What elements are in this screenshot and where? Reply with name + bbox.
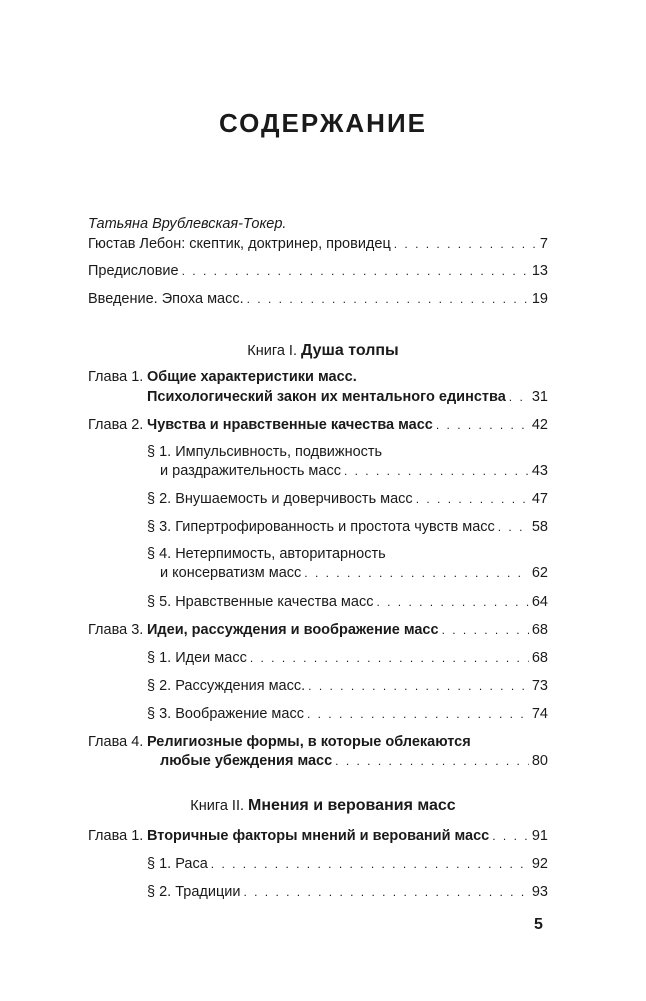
toc-entry-essay[interactable] [88, 235, 548, 253]
leader-dots [307, 705, 529, 723]
leader-dots [498, 518, 529, 536]
section-title-line2: и консерватизм масс [160, 565, 302, 581]
toc-entry-page: 42 [531, 417, 548, 433]
toc-entry-b1-ch3-s1[interactable] [147, 649, 548, 667]
section-title-line1[interactable]: § 1. Импульсивность, подвижность [147, 444, 383, 460]
toc-entry-page: 73 [531, 678, 548, 694]
leader-dots [442, 621, 529, 639]
leader-dots [492, 827, 529, 845]
chapter-label: Глава 4. [88, 734, 144, 750]
section-title: § 5. Нравственные качества масс [147, 594, 374, 610]
chapter-title-line2: любые убеждения масс [160, 753, 333, 769]
leader-dots [304, 564, 529, 582]
book-name: Мнения и верования масс [248, 797, 456, 814]
chapter-title: Чувства и нравственные качества масс [147, 417, 433, 433]
toc-entry-b2-ch1-s1[interactable] [147, 855, 548, 873]
toc-entry-page: 93 [531, 884, 548, 900]
leader-dots [250, 649, 529, 667]
chapter-label: Глава 3. [88, 622, 144, 638]
leader-dots [247, 290, 529, 308]
toc-entry-page: 7 [539, 236, 548, 252]
book-name: Душа толпы [301, 342, 399, 359]
chapter-label: Глава 1. [88, 369, 144, 385]
leader-dots [436, 416, 529, 434]
leader-dots [416, 490, 529, 508]
toc-entry-title: Введение. Эпоха масс. [88, 291, 244, 307]
toc-entry-title: Предисловие [88, 263, 179, 279]
toc-entry-page: 92 [531, 856, 548, 872]
toc-entry-page: 68 [531, 650, 548, 666]
toc-entry-page: 62 [531, 565, 548, 581]
section-title: § 2. Рассуждения масс. [147, 678, 306, 694]
leader-dots [211, 855, 529, 873]
intro-author: Татьяна Врублевская-Токер. [88, 216, 287, 232]
section-title-line2: и раздражительность масс [160, 463, 341, 479]
toc-entry-b1-ch2-s2[interactable] [147, 490, 548, 508]
toc-entry-b1-ch2-s1[interactable] [160, 462, 548, 480]
toc-entry-title: Гюстав Лебон: скептик, доктринер, провидец [88, 236, 391, 252]
toc-entry-b2-ch1[interactable] [147, 827, 548, 845]
section-title: § 3. Воображение масс [147, 706, 304, 722]
page-title: СОДЕРЖАНИЕ [219, 108, 427, 138]
section-title: § 2. Внушаемость и доверчивость масс [147, 491, 413, 507]
leader-dots [344, 462, 529, 480]
toc-entry-page: 74 [531, 706, 548, 722]
chapter-title-line2: Психологический закон их ментального единства [147, 389, 506, 405]
toc-entry-b1-ch1[interactable] [147, 388, 548, 406]
section-title: § 1. Раса [147, 856, 208, 872]
toc-entry-b1-ch4[interactable] [160, 752, 548, 770]
toc-entry-page: 91 [531, 828, 548, 844]
leader-dots [335, 752, 529, 770]
chapter-label: Глава 1. [88, 828, 144, 844]
toc-entry-page: 68 [531, 622, 548, 638]
toc-entry-page: 43 [531, 463, 548, 479]
leader-dots [376, 593, 528, 611]
toc-entry-page: 58 [531, 519, 548, 535]
chapter-title-line1[interactable]: Религиозные формы, в которые облекаются [147, 734, 471, 750]
toc-entry-page: 80 [531, 753, 548, 769]
toc-entry-b1-ch3[interactable] [147, 621, 548, 639]
toc-entry-introduction[interactable] [88, 290, 548, 308]
chapter-title-line1[interactable]: Общие характеристики масс. [147, 369, 357, 385]
toc-entry-b1-ch3-s3[interactable] [147, 705, 548, 723]
toc-entry-preface[interactable] [88, 262, 548, 280]
toc-entry-page: 19 [531, 291, 548, 307]
leader-dots [394, 235, 537, 253]
book-heading-1 [0, 341, 646, 361]
toc-entry-page: 64 [531, 594, 548, 610]
toc-entry-b1-ch2-s4[interactable] [160, 564, 548, 582]
section-title: § 3. Гипертрофированность и простота чувств масс [147, 519, 495, 535]
toc-entry-b1-ch3-s2[interactable] [147, 677, 548, 695]
toc-entry-page: 31 [531, 389, 548, 405]
chapter-label: Глава 2. [88, 417, 144, 433]
toc-entry-b2-ch1-s2[interactable] [147, 883, 548, 901]
chapter-title: Вторичные факторы мнений и верований масс [147, 828, 490, 844]
book-prefix: Книга I. [247, 343, 297, 359]
section-title: § 1. Идеи масс [147, 650, 247, 666]
toc-entry-b1-ch2[interactable] [147, 416, 548, 434]
section-title-line1[interactable]: § 4. Нетерпимость, авторитарность [147, 546, 386, 562]
chapter-title: Идеи, рассуждения и воображение масс [147, 622, 439, 638]
leader-dots [243, 883, 528, 901]
toc-entry-b1-ch2-s3[interactable] [147, 518, 548, 536]
leader-dots [182, 262, 529, 280]
leader-dots [308, 677, 529, 695]
toc-entry-page: 13 [531, 263, 548, 279]
section-title: § 2. Традиции [147, 884, 241, 900]
toc-entry-b1-ch2-s5[interactable] [147, 593, 548, 611]
book-heading-2 [0, 796, 646, 816]
toc-entry-page: 47 [531, 491, 548, 507]
leader-dots [509, 388, 529, 406]
page-number: 5 [534, 916, 543, 933]
book-prefix: Книга II. [190, 798, 244, 814]
